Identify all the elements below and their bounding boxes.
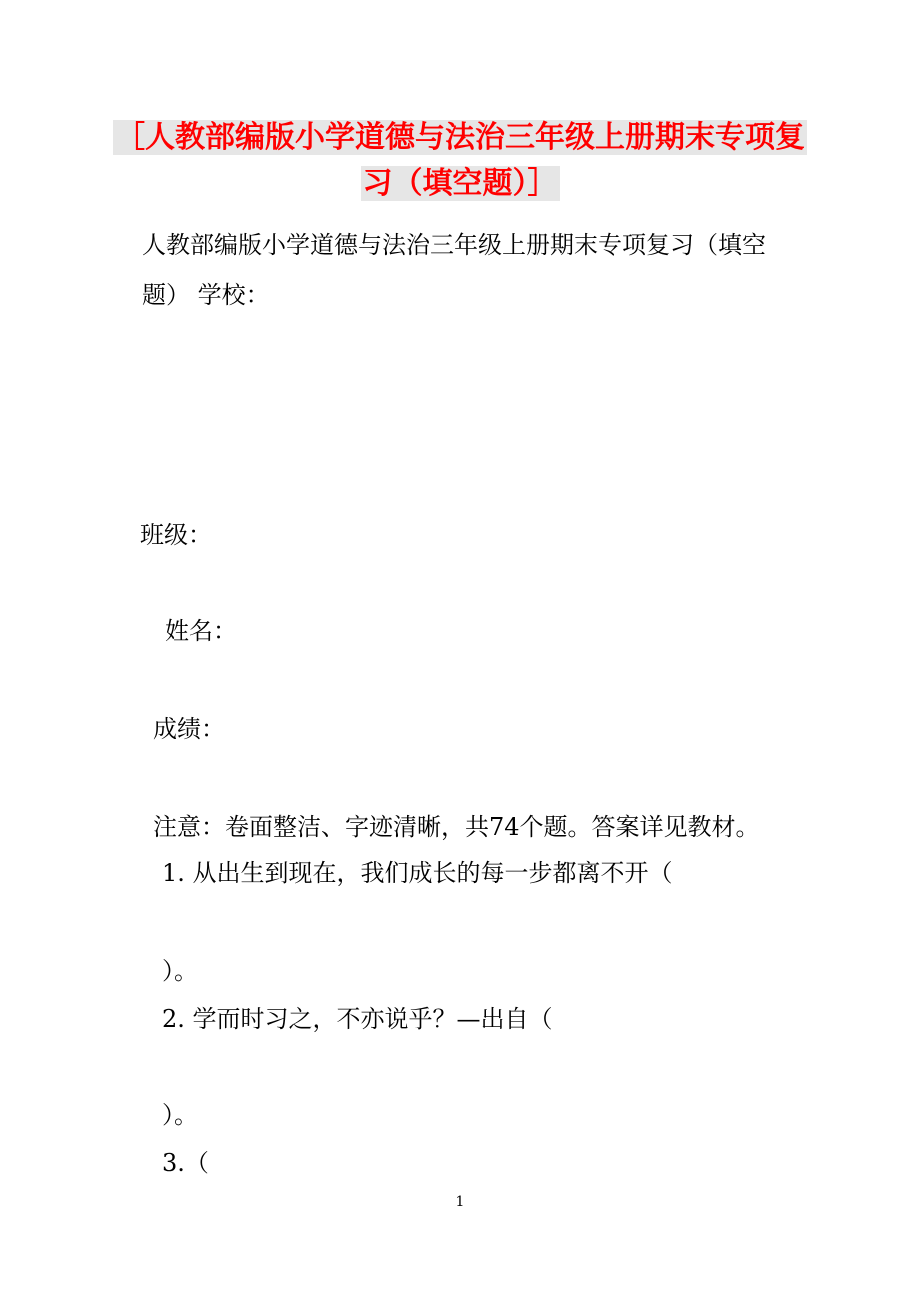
document-title-text-1: ［人教部编版小学道德与法治三年级上册期末专项复 <box>115 120 805 155</box>
notice-text: 注意：卷面整洁、字迹清晰，共74个题。答案详见教材。 <box>153 813 760 841</box>
intro-line-1: 人教部编版小学道德与法治三年级上册期末专项复习（填空 <box>142 231 766 259</box>
question-2-close: ）。 <box>162 1101 198 1129</box>
question-1-close: ）。 <box>162 957 198 985</box>
score-label: 成绩： <box>153 715 225 743</box>
question-2: 2. 学而时习之，不亦说乎？—出自（ <box>162 1005 553 1033</box>
class-label: 班级： <box>140 521 212 549</box>
document-title-line-1 <box>0 116 920 160</box>
intro-line-2: 题） 学校： <box>142 281 270 309</box>
document-title-text-2: 习（填空题）］ <box>362 166 558 201</box>
question-3: 3.（ <box>162 1149 209 1177</box>
name-label: 姓名： <box>165 617 237 645</box>
question-1: 1. 从出生到现在，我们成长的每一步都离不开（ <box>162 859 673 887</box>
document-title-line-2 <box>0 162 920 206</box>
page-number: 1 <box>455 1194 465 1210</box>
